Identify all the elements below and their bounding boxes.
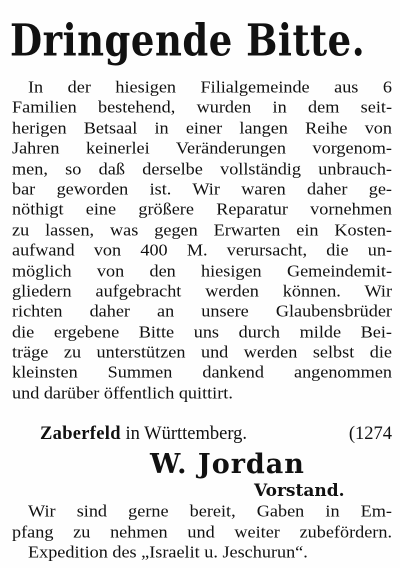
place-region: in Württemberg.: [120, 424, 248, 444]
body-line: zu lassen, was gegen Erwarten ein Kosten-: [12, 220, 392, 239]
signature-name: W. Jordan: [150, 449, 305, 480]
body-line: aufwand von 400 M. verursacht, die un-: [12, 240, 392, 260]
body-line: richten daher an unsere Glaubensbrüder: [12, 302, 392, 321]
body-line: kleinsten Summen dankend angenommen: [12, 363, 392, 382]
offer-line: pfang zu nehmen und weiter zubefördern.: [12, 522, 392, 541]
body-line: möglich von den hiesigen Gemeindemit-: [12, 261, 392, 280]
body-line: gliedern aufgebracht werden können. Wir: [12, 281, 392, 301]
notice-body: [12, 77, 392, 403]
body-line: Familien bestehend, wurden in dem seit-: [12, 98, 392, 117]
body-line: herigen Betsaal in einer langen Reihe von: [12, 118, 392, 137]
reference-number: (1274: [348, 424, 392, 444]
body-line: und darüber öffentlich quittirt.: [12, 383, 233, 403]
notice-title: Dringende Bitte.: [10, 14, 366, 67]
place-name: Zaberfeld: [40, 424, 121, 444]
body-line: nöthigt eine größere Reparatur vornehmen: [12, 200, 392, 219]
body-line: In der hiesigen Filialgemeinde aus 6: [28, 77, 392, 97]
body-line: die ergebene Bitte uns durch milde Bei-: [12, 322, 392, 341]
offer-line: Expedition des „Israelit u. Jeschurun“.: [28, 542, 308, 562]
place-line: [40, 423, 392, 445]
body-line: bar geworden ist. Wir waren daher ge-: [12, 179, 392, 199]
offer-line: Wir sind gerne bereit, Gaben in Em-: [28, 501, 392, 521]
body-line: träge zu unterstützen und werden selbst die: [12, 342, 392, 362]
signature-role: Vorstand.: [254, 481, 345, 501]
body-line: Jahren keinerlei Veränderungen vorgenom-: [12, 138, 392, 158]
offer-text: [12, 501, 392, 563]
body-line: men, so daß derselbe vollständig unbrauch-: [12, 159, 392, 178]
